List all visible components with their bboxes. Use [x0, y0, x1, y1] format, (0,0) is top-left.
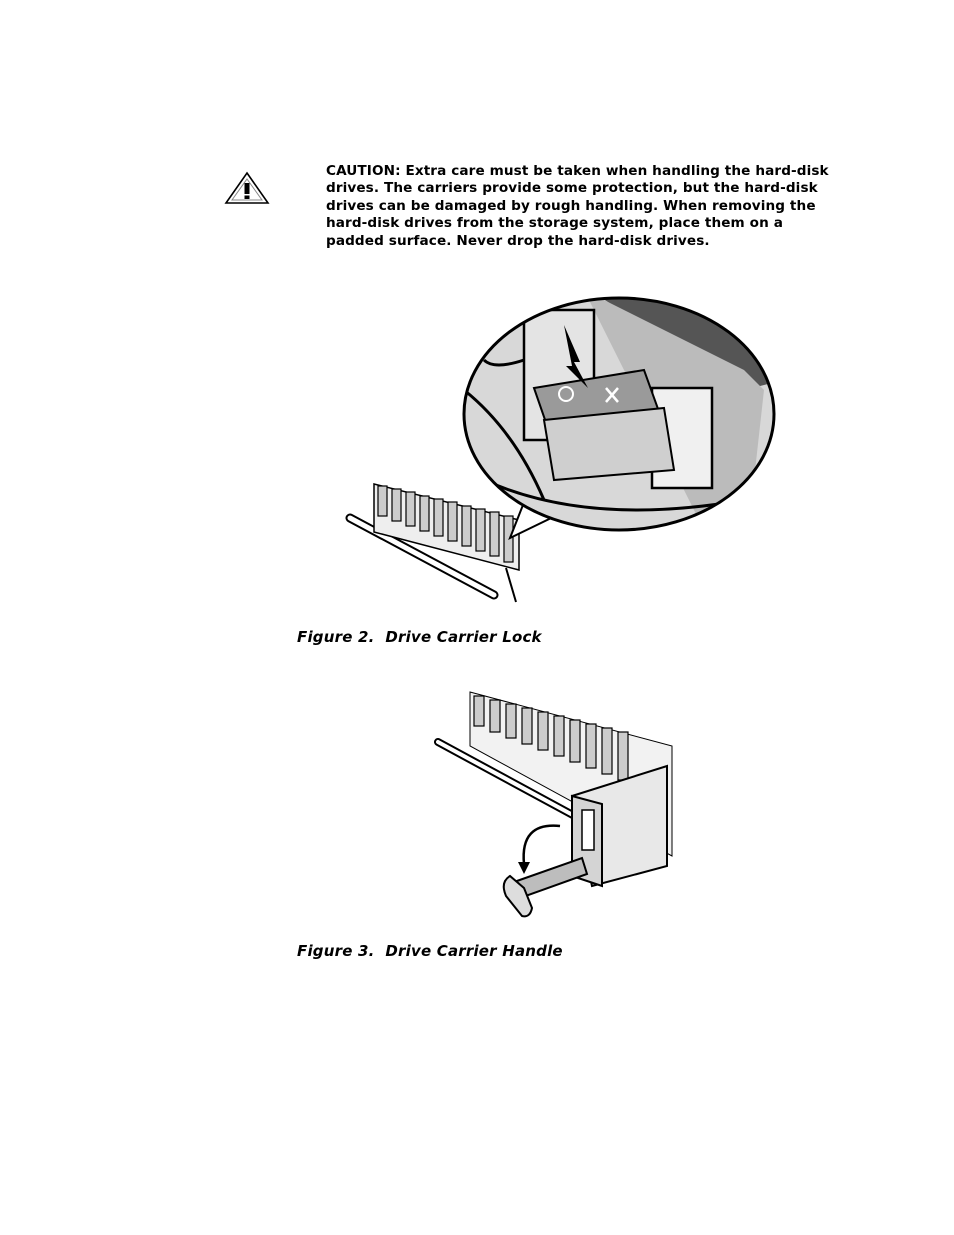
- drive-carrier-lock-illustration: [344, 270, 778, 620]
- caution-triangle-icon: [224, 171, 270, 205]
- caution-text: CAUTION: Extra care must be taken when handling the hard-disk drives. The carriers provide some protection, but the hard-disk drives can be damaged by rough handling. When removing the hard-disk drives from the storage system, place them on a padded surface. Never drop the hard-disk drives.: [326, 163, 829, 249]
- figure-3-caption: Figure 3. Drive Carrier Handle: [297, 942, 563, 960]
- drive-carrier-handle-illustration: [432, 686, 688, 930]
- figure-2-caption: Figure 2. Drive Carrier Lock: [297, 628, 542, 646]
